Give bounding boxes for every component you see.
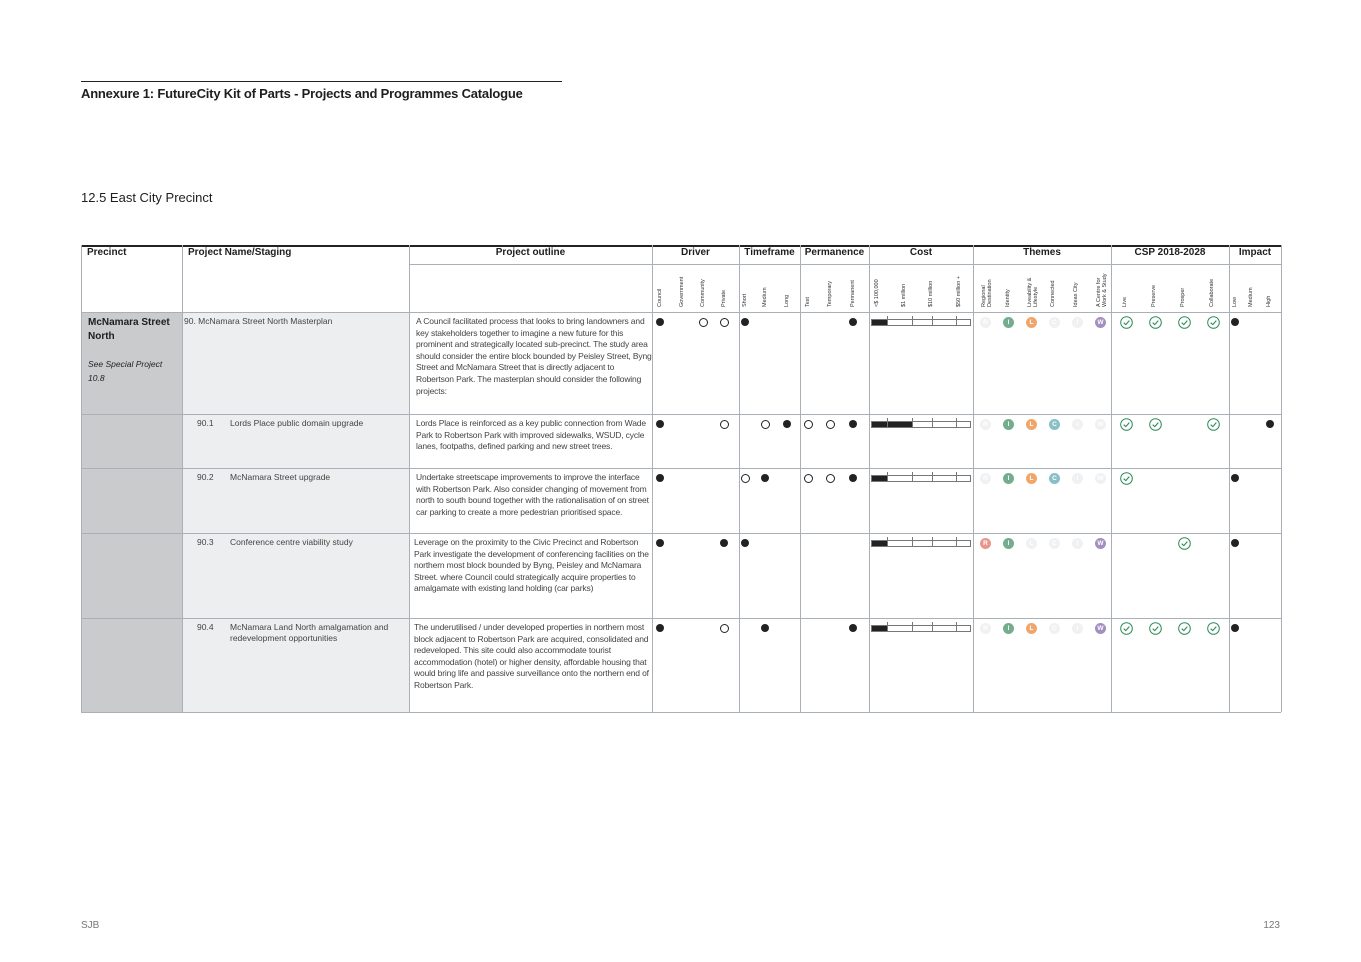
column-divider	[81, 245, 82, 712]
project-number: 90.1	[197, 418, 214, 428]
subheader-timeframe-3: Long	[784, 294, 790, 307]
driver-filled-marker	[656, 318, 664, 326]
permanence-filled-marker	[849, 318, 857, 326]
project-name: Lords Place public domain upgrade	[230, 418, 364, 428]
cost-bar-tick	[932, 418, 933, 427]
header-driver: Driver	[681, 247, 710, 258]
subheader-themes-5: Ideas City	[1073, 282, 1079, 307]
cost-bar-tick	[956, 537, 957, 546]
header-themes: Themes	[1023, 247, 1061, 258]
timeframe-open-marker	[761, 420, 770, 429]
column-divider	[1229, 245, 1230, 712]
csp-check-icon	[1178, 537, 1191, 550]
theme-I-badge: I	[1072, 473, 1083, 484]
project-outline: Leverage on the proximity to the Civic Precinct and Robertson Park investigate the development of conferencing facilities on the northern most block bounded by Byng, Peisley and McNamara Street. where Council could strategically acquire properties to amalgamate with existing land holding (car parks)	[414, 537, 649, 594]
theme-W-badge: W	[1095, 419, 1106, 430]
subheader-csp-4: Collaborate	[1209, 278, 1215, 307]
column-divider	[652, 245, 653, 712]
csp-check-icon	[1149, 622, 1162, 635]
theme-C-badge: C	[1049, 419, 1060, 430]
cost-bar	[871, 475, 971, 482]
subheader-themes-6: A Centre for Work & Study	[1096, 273, 1108, 307]
permanence-open-marker	[804, 420, 813, 429]
cost-bar-tick	[887, 472, 888, 481]
section-title: 12.5 East City Precinct	[81, 190, 213, 205]
cost-bar-tick	[956, 622, 957, 631]
theme-I-badge: I	[1003, 473, 1014, 484]
cost-bar-tick	[932, 316, 933, 325]
cost-bar-tick	[932, 622, 933, 631]
project-outline: Undertake streetscape improvements to improve the interface with Robertson Park. Also consider changing of movement from north to south bound together with the rationalisation of on street car parking to create a more pedestrian prioritised space.	[416, 472, 649, 517]
cost-bar-fill	[872, 626, 887, 631]
subheader-driver-3: Community	[700, 279, 706, 307]
subheader-driver-4: Private	[721, 289, 727, 307]
driver-open-marker	[720, 420, 729, 429]
driver-filled-marker	[720, 539, 728, 547]
theme-L-badge: L	[1026, 317, 1037, 328]
page-number: 123	[1263, 920, 1280, 931]
theme-W-badge: W	[1095, 473, 1106, 484]
theme-W-badge: W	[1095, 317, 1106, 328]
header-rule	[81, 81, 562, 82]
driver-open-marker	[720, 318, 729, 327]
header-csp: CSP 2018-2028	[1134, 247, 1206, 258]
subheader-themes-4: Connected	[1050, 280, 1056, 307]
header-project-outline: Project outline	[495, 247, 566, 258]
header-precinct: Precinct	[87, 247, 127, 258]
header-cost: Cost	[909, 247, 933, 258]
header-impact: Impact	[1238, 247, 1272, 258]
column-divider	[409, 245, 410, 712]
subheader-timeframe-2: Medium	[762, 287, 768, 307]
project-outline: A Council facilitated process that looks to bring landowners and key stakeholders together to imagine a new future for this prominent and strategically located sub-precinct. The study area should consider the entire block bounded by Peisley Street, Byng Street and McNamara Street that is directly adjacent to Robertson Park. The masterplan should consider the following projects:	[416, 316, 652, 396]
column-divider	[973, 245, 974, 712]
csp-check-icon	[1207, 622, 1220, 635]
csp-check-icon	[1120, 472, 1133, 485]
subheader-permanence-2: Temporary	[827, 281, 833, 307]
impact-filled-marker	[1231, 474, 1239, 482]
timeframe-filled-marker	[741, 318, 749, 326]
row-divider	[81, 468, 1281, 469]
cost-bar-tick	[932, 537, 933, 546]
cost-bar-fill	[872, 541, 887, 546]
theme-I-badge: I	[1072, 317, 1083, 328]
cost-bar-fill	[872, 476, 887, 481]
cost-bar-tick	[887, 622, 888, 631]
timeframe-filled-marker	[741, 539, 749, 547]
cost-bar-tick	[912, 537, 913, 546]
cost-bar-tick	[912, 316, 913, 325]
theme-I-badge: I	[1003, 419, 1014, 430]
cost-bar	[871, 540, 971, 547]
subheader-themes-1: Regional Destination	[981, 279, 993, 307]
timeframe-filled-marker	[761, 624, 769, 632]
theme-L-badge: L	[1026, 473, 1037, 484]
timeframe-filled-marker	[783, 420, 791, 428]
project-name: Conference centre viability study	[230, 537, 353, 547]
theme-R-badge: R	[980, 419, 991, 430]
subheader-csp-2: Preserve	[1151, 284, 1157, 307]
header-timeframe: Timeframe	[744, 247, 795, 258]
impact-filled-marker	[1231, 318, 1239, 326]
precinct-name: McNamara Street North	[88, 317, 170, 342]
cost-bar-tick	[912, 622, 913, 631]
csp-check-icon	[1207, 316, 1220, 329]
driver-filled-marker	[656, 539, 664, 547]
footer-author: SJB	[81, 920, 100, 931]
cost-bar-tick	[956, 418, 957, 427]
subheader-cost-3: $10 million	[928, 280, 934, 307]
permanence-filled-marker	[849, 420, 857, 428]
driver-filled-marker	[656, 474, 664, 482]
project-outline: Lords Place is reinforced as a key public connection from Wade Park to Robertson Park with improved sidewalks, WSUD, cycle lanes, footpaths, defined parking and new street trees.	[416, 418, 646, 452]
cost-bar-tick	[912, 472, 913, 481]
cost-bar-tick	[887, 537, 888, 546]
project-name: McNamara Street upgrade	[230, 472, 331, 482]
driver-open-marker	[720, 624, 729, 633]
row-divider	[81, 414, 1281, 415]
header-project-name: Project Name/Staging	[188, 247, 292, 258]
timeframe-filled-marker	[761, 474, 769, 482]
row-divider	[81, 533, 1281, 534]
cost-bar-tick	[956, 316, 957, 325]
permanence-filled-marker	[849, 474, 857, 482]
theme-I-badge: I	[1072, 419, 1083, 430]
csp-check-icon	[1120, 316, 1133, 329]
theme-W-badge: W	[1095, 538, 1106, 549]
theme-C-badge: C	[1049, 473, 1060, 484]
theme-C-badge: C	[1049, 623, 1060, 634]
theme-I-badge: I	[1003, 317, 1014, 328]
row-divider	[81, 618, 1281, 619]
driver-open-marker	[699, 318, 708, 327]
subheader-themes-3: Liveability & Lifestyle	[1027, 277, 1039, 307]
cost-bar-fill	[872, 320, 887, 325]
subheader-cost-4: $50 million +	[956, 275, 962, 307]
projects-catalogue-table	[81, 245, 1281, 712]
subheader-permanence-3: Permanent	[850, 280, 856, 307]
theme-L-badge: L	[1026, 538, 1037, 549]
subheader-csp-3: Prosper	[1180, 287, 1186, 307]
theme-R-badge: R	[980, 473, 991, 484]
project-number: 90.2	[197, 472, 214, 482]
precinct-note: See Special Project 10.8	[88, 359, 163, 383]
csp-check-icon	[1149, 418, 1162, 431]
subheader-impact-1: Low	[1232, 296, 1238, 307]
csp-check-icon	[1178, 622, 1191, 635]
csp-check-icon	[1120, 418, 1133, 431]
cost-bar-fill	[872, 422, 912, 427]
cost-bar	[871, 421, 971, 428]
subheader-csp-1: Live	[1122, 296, 1128, 307]
csp-check-icon	[1149, 316, 1162, 329]
theme-C-badge: C	[1049, 317, 1060, 328]
theme-R-badge: R	[980, 538, 991, 549]
cost-bar-tick	[932, 472, 933, 481]
driver-filled-marker	[656, 420, 664, 428]
project-outline: The underutilised / under developed properties in northern most block adjacent to Robertson Park are acquired, consolidated and redeveloped. This site could also accommodate tourist accommodation (hotel) or higher density, affordable housing that would bring life and passive surveillance onto the northern end of Robertson Park.	[414, 622, 649, 690]
subheader-timeframe-1: Short	[742, 293, 748, 307]
column-divider	[869, 245, 870, 712]
theme-C-badge: C	[1049, 538, 1060, 549]
column-divider	[182, 245, 183, 712]
theme-I-badge: I	[1072, 623, 1083, 634]
column-divider	[800, 245, 801, 712]
row-divider	[81, 312, 1281, 313]
subheader-themes-2: Identity	[1005, 289, 1011, 307]
driver-filled-marker	[656, 624, 664, 632]
subheader-driver-1: Council	[657, 288, 663, 307]
column-divider	[739, 245, 740, 712]
permanence-open-marker	[826, 420, 835, 429]
header-permanence: Permanence	[804, 247, 865, 258]
cost-bar	[871, 319, 971, 326]
impact-filled-marker	[1231, 539, 1239, 547]
csp-check-icon	[1207, 418, 1220, 431]
permanence-filled-marker	[849, 624, 857, 632]
project-name-column-shade	[182, 312, 409, 712]
timeframe-open-marker	[741, 474, 750, 483]
theme-L-badge: L	[1026, 623, 1037, 634]
theme-R-badge: R	[980, 317, 991, 328]
impact-filled-marker	[1266, 420, 1274, 428]
subheader-cost-1: <$ 100,000	[874, 279, 880, 307]
permanence-open-marker	[804, 474, 813, 483]
permanence-open-marker	[826, 474, 835, 483]
subheader-impact-3: High	[1266, 295, 1272, 307]
theme-L-badge: L	[1026, 419, 1037, 430]
theme-I-badge: I	[1003, 538, 1014, 549]
subheader-permanence-1: Test	[805, 296, 811, 307]
column-divider	[1111, 245, 1112, 712]
column-divider	[1281, 245, 1282, 712]
project-number: 90.3	[197, 537, 214, 547]
project-name: 90. McNamara Street North Masterplan	[184, 316, 333, 326]
cost-bar-tick	[912, 418, 913, 427]
impact-filled-marker	[1231, 624, 1239, 632]
cost-bar-tick	[887, 418, 888, 427]
cost-bar-tick	[887, 316, 888, 325]
theme-R-badge: R	[980, 623, 991, 634]
csp-check-icon	[1120, 622, 1133, 635]
theme-I-badge: I	[1072, 538, 1083, 549]
subheader-driver-2: Government	[679, 276, 685, 307]
row-divider	[81, 712, 1281, 713]
csp-check-icon	[1178, 316, 1191, 329]
theme-I-badge: I	[1003, 623, 1014, 634]
theme-W-badge: W	[1095, 623, 1106, 634]
project-number: 90.4	[197, 622, 214, 632]
cost-bar-tick	[956, 472, 957, 481]
subheader-cost-2: $1 million	[901, 283, 907, 307]
subheader-impact-2: Medium	[1248, 287, 1254, 307]
project-name: McNamara Land North amalgamation and redevelopment opportunities	[230, 622, 389, 643]
cost-bar	[871, 625, 971, 632]
document-title: Annexure 1: FutureCity Kit of Parts - Projects and Programmes Catalogue	[81, 86, 523, 101]
